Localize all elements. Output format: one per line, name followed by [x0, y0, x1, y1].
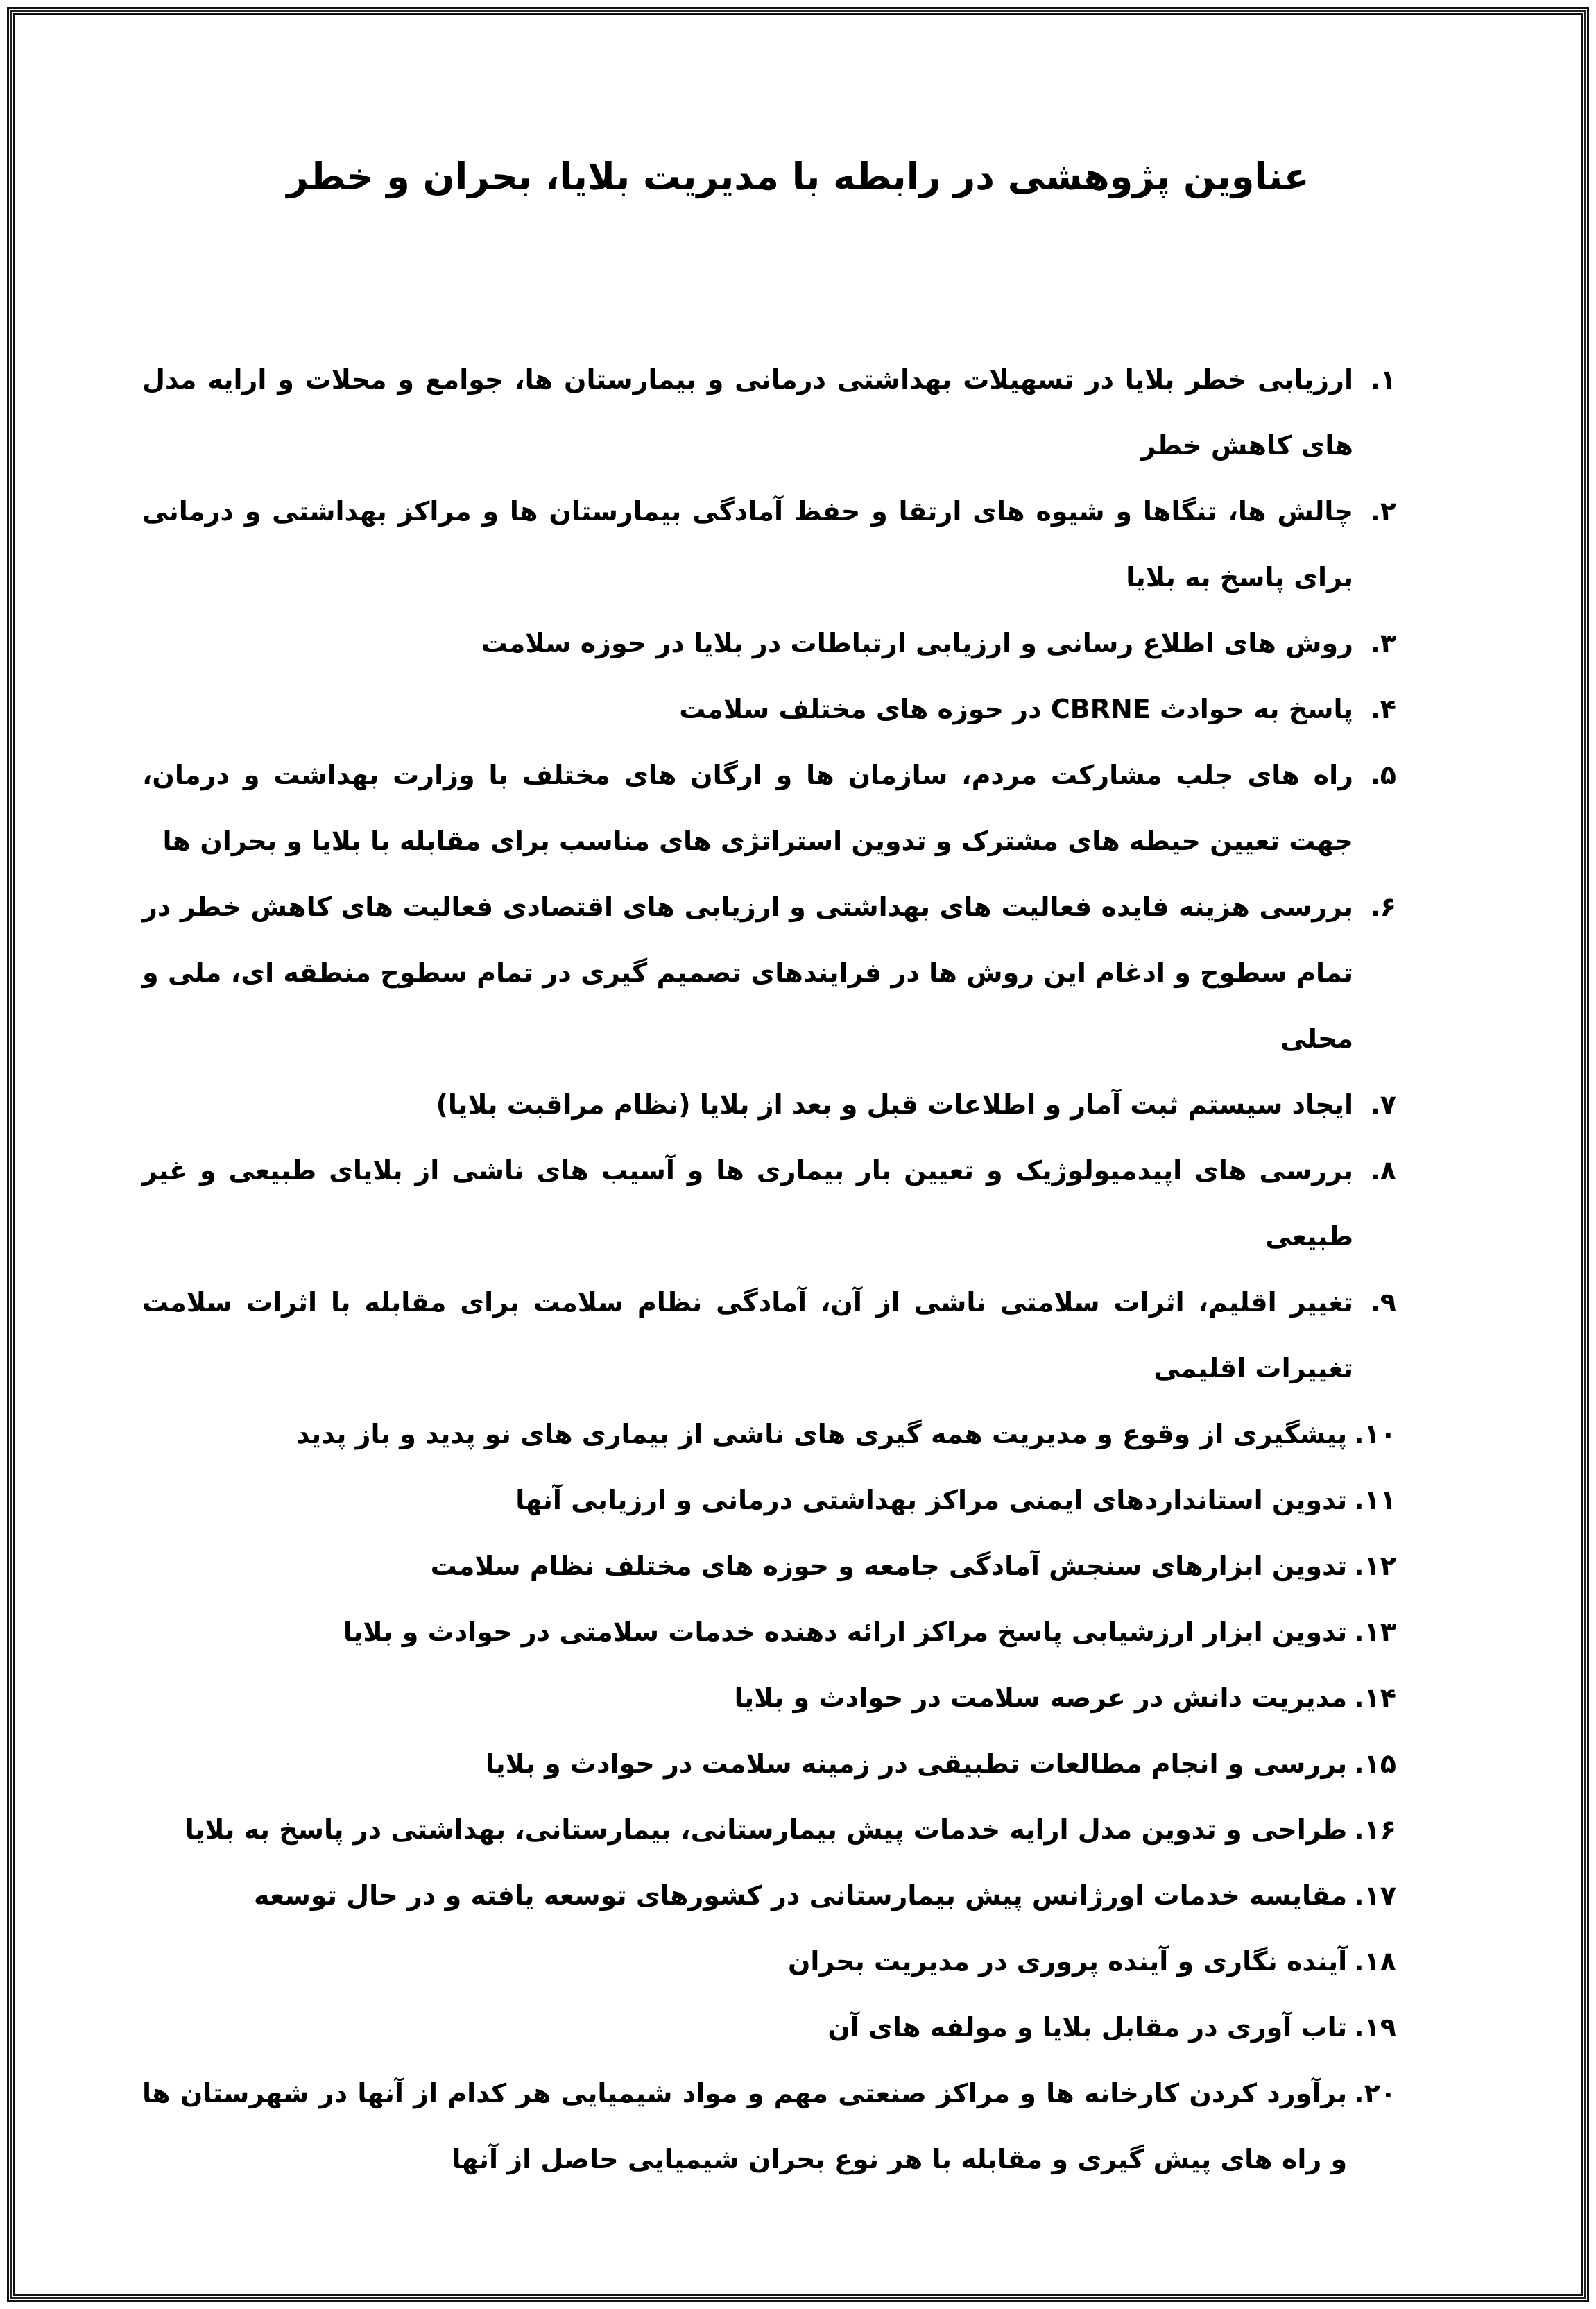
document-title: عناوین پژوهشی در رابطه با مدیریت بلایا، بحران و خطر: [286, 155, 1310, 198]
item-number: ۱۲.: [1354, 1551, 1396, 1581]
list-item: [142, 1138, 1396, 1270]
item-number: ۷.: [1370, 1089, 1396, 1120]
item-number: ۱۳.: [1354, 1617, 1396, 1647]
list-item: [142, 1533, 1396, 1599]
item-text: آینده نگاری و آینده پروری در مدیریت بحران: [787, 1946, 1348, 1977]
list-item: [142, 1401, 1396, 1467]
item-text: تدوین استانداردهای ایمنی مراکز بهداشتی درمانی و ارزیابی آنها: [515, 1485, 1348, 1515]
list-item: [142, 1665, 1396, 1731]
list-item: [142, 676, 1396, 742]
item-number: ۲.: [1370, 496, 1396, 527]
item-number: ۱۱.: [1354, 1485, 1396, 1515]
item-text: تغییر اقلیم، اثرات سلامتی ناشی از آن، آمادگی نظام سلامت برای مقابله با اثرات سلامت تغییرات اقلیمی: [142, 1287, 1353, 1383]
item-number: ۱۸.: [1354, 1946, 1396, 1977]
item-text: چالش ها، تنگاها و شیوه های ارتقا و حفظ آمادگی بیمارستان ها و مراکز بهداشتی و درمانی برای پاسخ به بلایا: [142, 496, 1353, 593]
item-text: برآورد کردن کارخانه ها و مراکز صنعتی مهم و مواد شیمیایی هر کدام از آنها در شهرستان ها و راه های پیش گیری و مقابله با هر نوع بحران شیمیایی حاصل از آنها: [142, 2078, 1348, 2174]
item-text: تاب آوری در مقابل بلایا و مولفه های آن: [827, 2012, 1348, 2043]
list-item: [142, 479, 1396, 611]
item-text: ارزیابی خطر بلایا در تسهیلات بهداشتی درمانی و بیمارستان ها، جوامع و محلات و ارایه مدل های کاهش خطر: [142, 364, 1353, 461]
item-number: ۱۵.: [1354, 1748, 1396, 1779]
item-text: بررسی های اپیدمیولوژیک و تعیین بار بیماری ها و آسیب های ناشی از بلایای طبیعی و غیر طبیعی: [142, 1155, 1353, 1252]
item-number: ۸.: [1370, 1155, 1396, 1186]
item-text: بررسی و انجام مطالعات تطبیقی در زمینه سلامت در حوادث و بلایا: [486, 1748, 1348, 1779]
item-number: ۱۰.: [1354, 1419, 1396, 1449]
list-item: [142, 1731, 1396, 1797]
item-number: ۹.: [1370, 1287, 1396, 1318]
list-item: [142, 1072, 1396, 1138]
list-item: [142, 1929, 1396, 1995]
item-text: طراحی و تدوین مدل ارایه خدمات پیش بیمارستانی، بیمارستانی، بهداشتی در پاسخ به بلایا: [185, 1814, 1348, 1845]
list-item: [142, 1995, 1396, 2061]
item-number: ۱۶.: [1354, 1814, 1396, 1845]
list-item: [142, 742, 1396, 874]
item-text: پاسخ به حوادث CBRNE در حوزه های مختلف سلامت: [679, 694, 1353, 724]
item-text: تدوین ابزار ارزشیابی پاسخ مراکز ارائه دهنده خدمات سلامتی در حوادث و بلایا: [343, 1617, 1348, 1647]
list-item: [142, 874, 1396, 1072]
research-topics-list: [142, 347, 1396, 2192]
list-item: [142, 2061, 1396, 2192]
list-item: [142, 1797, 1396, 1863]
item-number: ۲۰.: [1354, 2078, 1396, 2108]
item-text: مدیریت دانش در عرصه سلامت در حوادث و بلایا: [734, 1682, 1348, 1713]
item-number: ۱.: [1370, 364, 1396, 395]
item-text: بررسی هزینه فایده فعالیت های بهداشتی و ارزیابی های اقتصادی فعالیت های کاهش خطر در تمام سطوح و ادغام این روش ها در فرایندهای تصمیم گیری در تمام سطوح منطقه ای، ملی و محلی: [142, 892, 1353, 1054]
item-number: ۵.: [1370, 760, 1396, 790]
list-item: [142, 1270, 1396, 1401]
list-item: [142, 1467, 1396, 1533]
item-text: روش های اطلاع رسانی و ارزیابی ارتباطات در بلایا در حوزه سلامت: [481, 628, 1353, 658]
item-text: ایجاد سیستم ثبت آمار و اطلاعات قبل و بعد از بلایا (نظام مراقبت بلایا): [436, 1089, 1353, 1120]
item-text: مقایسه خدمات اورژانس پیش بیمارستانی در کشورهای توسعه یافته و در حال توسعه: [254, 1880, 1348, 1911]
item-number: ۱۹.: [1354, 2012, 1396, 2043]
item-text: پیشگیری از وقوع و مدیریت همه گیری های ناشی از بیماری های نو پدید و باز پدید: [295, 1419, 1348, 1449]
list-item: [142, 611, 1396, 676]
list-item: [142, 1599, 1396, 1665]
item-number: ۱۷.: [1354, 1880, 1396, 1911]
item-text: تدوین ابزارهای سنجش آمادگی جامعه و حوزه های مختلف نظام سلامت: [430, 1551, 1348, 1581]
item-number: ۳.: [1370, 628, 1396, 658]
item-number: ۴.: [1370, 694, 1396, 724]
item-text: راه های جلب مشارکت مردم، سازمان ها و ارگان های مختلف با وزارت بهداشت و درمان، جهت تعیین حیطه های مشترک و تدوین استراتژی های مناسب برای مقابله با بلایا و بحران ها: [142, 760, 1353, 856]
item-number: ۱۴.: [1354, 1682, 1396, 1713]
list-item: [142, 1863, 1396, 1929]
list-item: [142, 347, 1396, 479]
item-number: ۶.: [1370, 892, 1396, 922]
